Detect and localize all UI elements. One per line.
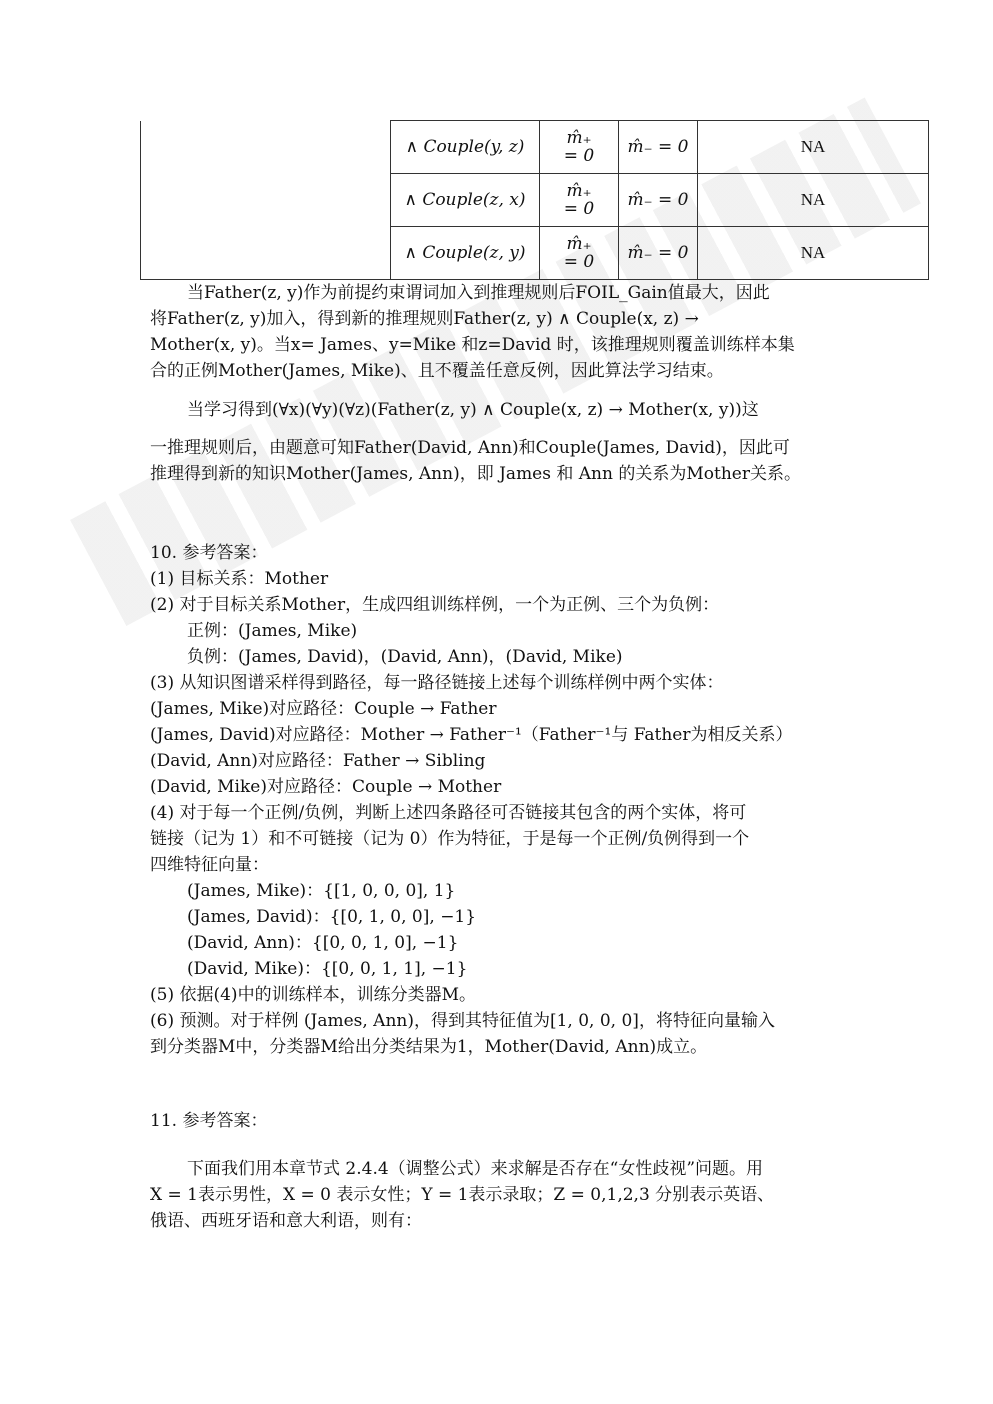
list-item: (2) 对于目标关系Mother，生成四组训练样例，一个为正例、三个为负例： [150,595,720,615]
mplus-cell: m̂₊ = 0 [540,121,619,174]
rule-cell: ∧ Couple(z, x) [391,174,540,227]
paragraph-line: 将Father(z, y)加入，得到新的推理规则Father(z, y) ∧ Couple(x, z) → [150,309,699,329]
section-title: 11. 参考答案： [150,1111,268,1131]
answer-10 [150,540,850,1060]
list-item: 正例：(James, Mike) [187,621,358,641]
paragraph-foil-result [150,280,850,384]
rule-table [140,120,929,280]
mminus-cell: m̂₋ = 0 [619,227,698,280]
list-item: (6) 预测。对于样例 (James, Ann)，得到其特征值为[1, 0, 0, 0]，将特征向量输入 [150,1011,775,1031]
paragraph-line: Mother(x, y)。当x= James、y=Mike 和z=David 时，该推理规则覆盖训练样本集 [150,335,795,355]
mminus-cell: m̂₋ = 0 [619,121,698,174]
list-item: (David, Ann)：{[0, 0, 1, 0], −1} [187,933,459,953]
list-item: (3) 从知识图谱采样得到路径，每一路径链接上述每个训练样例中两个实体： [150,673,724,693]
list-item: (James, David)：{[0, 1, 0, 0], −1} [187,907,477,927]
mplus-cell: m̂₊ = 0 [540,227,619,280]
paragraph-line: 当学习得到(∀x)(∀y)(∀z)(Father(z, y) ∧ Couple(x, z) → Mother(x, y))这 [187,400,759,420]
paragraph-line: X = 1表示男性，X = 0 表示女性；Y = 1表示录取；Z = 0,1,2,3 分别表示英语、 [150,1185,775,1205]
paragraph-line: 推理得到新的知识Mother(James, Ann)，即 James 和 Ann 的关系为Mother关系。 [150,464,801,484]
list-item: (4) 对于每一个正例/负例，判断上述四条路径可否链接其包含的两个实体，将可 [150,803,747,823]
section-title: 10. 参考答案： [150,543,268,563]
list-item: (1) 目标关系：Mother [150,569,329,589]
paragraph-line: 俄语、西班牙语和意大利语，则有： [150,1211,422,1231]
list-item: (David, Mike)：{[0, 0, 1, 1], −1} [187,959,468,979]
mminus-cell: m̂₋ = 0 [619,174,698,227]
mplus-cell: m̂₊ = 0 [540,174,619,227]
gain-cell: NA [698,227,929,280]
paragraph-line: 当Father(z, y)作为前提约束谓词加入到推理规则后FOIL_Gain值最大，因此 [187,283,770,303]
empty-cell [141,121,391,280]
list-item: (James, David)对应路径：Mother → Father⁻¹（Father⁻¹与 Father为相反关系） [150,725,793,745]
list-item: 四维特征向量： [150,855,269,875]
gain-cell: NA [698,121,929,174]
table-row [141,121,929,174]
list-item: 负例：(James, David)，(David, Ann)，(David, Mike) [187,647,623,667]
answer-11 [150,1108,850,1234]
list-item: (James, Mike)：{[1, 0, 0, 0], 1} [187,881,456,901]
paragraph-line: 下面我们用本章节式 2.4.4（调整公式）来求解是否存在“女性歧视”问题。用 [187,1159,764,1179]
paragraph-inference [150,397,850,487]
rule-cell: ∧ Couple(y, z) [391,121,540,174]
gain-cell: NA [698,174,929,227]
paragraph-line: 合的正例Mother(James, Mike)、且不覆盖任意反例，因此算法学习结束。 [150,361,724,381]
list-item: (5) 依据(4)中的训练样本，训练分类器M。 [150,985,476,1005]
list-item: (David, Ann)对应路径：Father → Sibling [150,751,486,771]
list-item: (James, Mike)对应路径：Couple → Father [150,699,497,719]
rule-cell: ∧ Couple(z, y) [391,227,540,280]
paragraph-line: 一推理规则后，由题意可知Father(David, Ann)和Couple(James, David)，因此可 [150,438,790,458]
list-item: (David, Mike)对应路径：Couple → Mother [150,777,502,797]
list-item: 到分类器M中，分类器M给出分类结果为1，Mother(David, Ann)成立。 [150,1037,708,1057]
list-item: 链接（记为 1）和不可链接（记为 0）作为特征，于是每一个正例/负例得到一个 [150,829,750,849]
